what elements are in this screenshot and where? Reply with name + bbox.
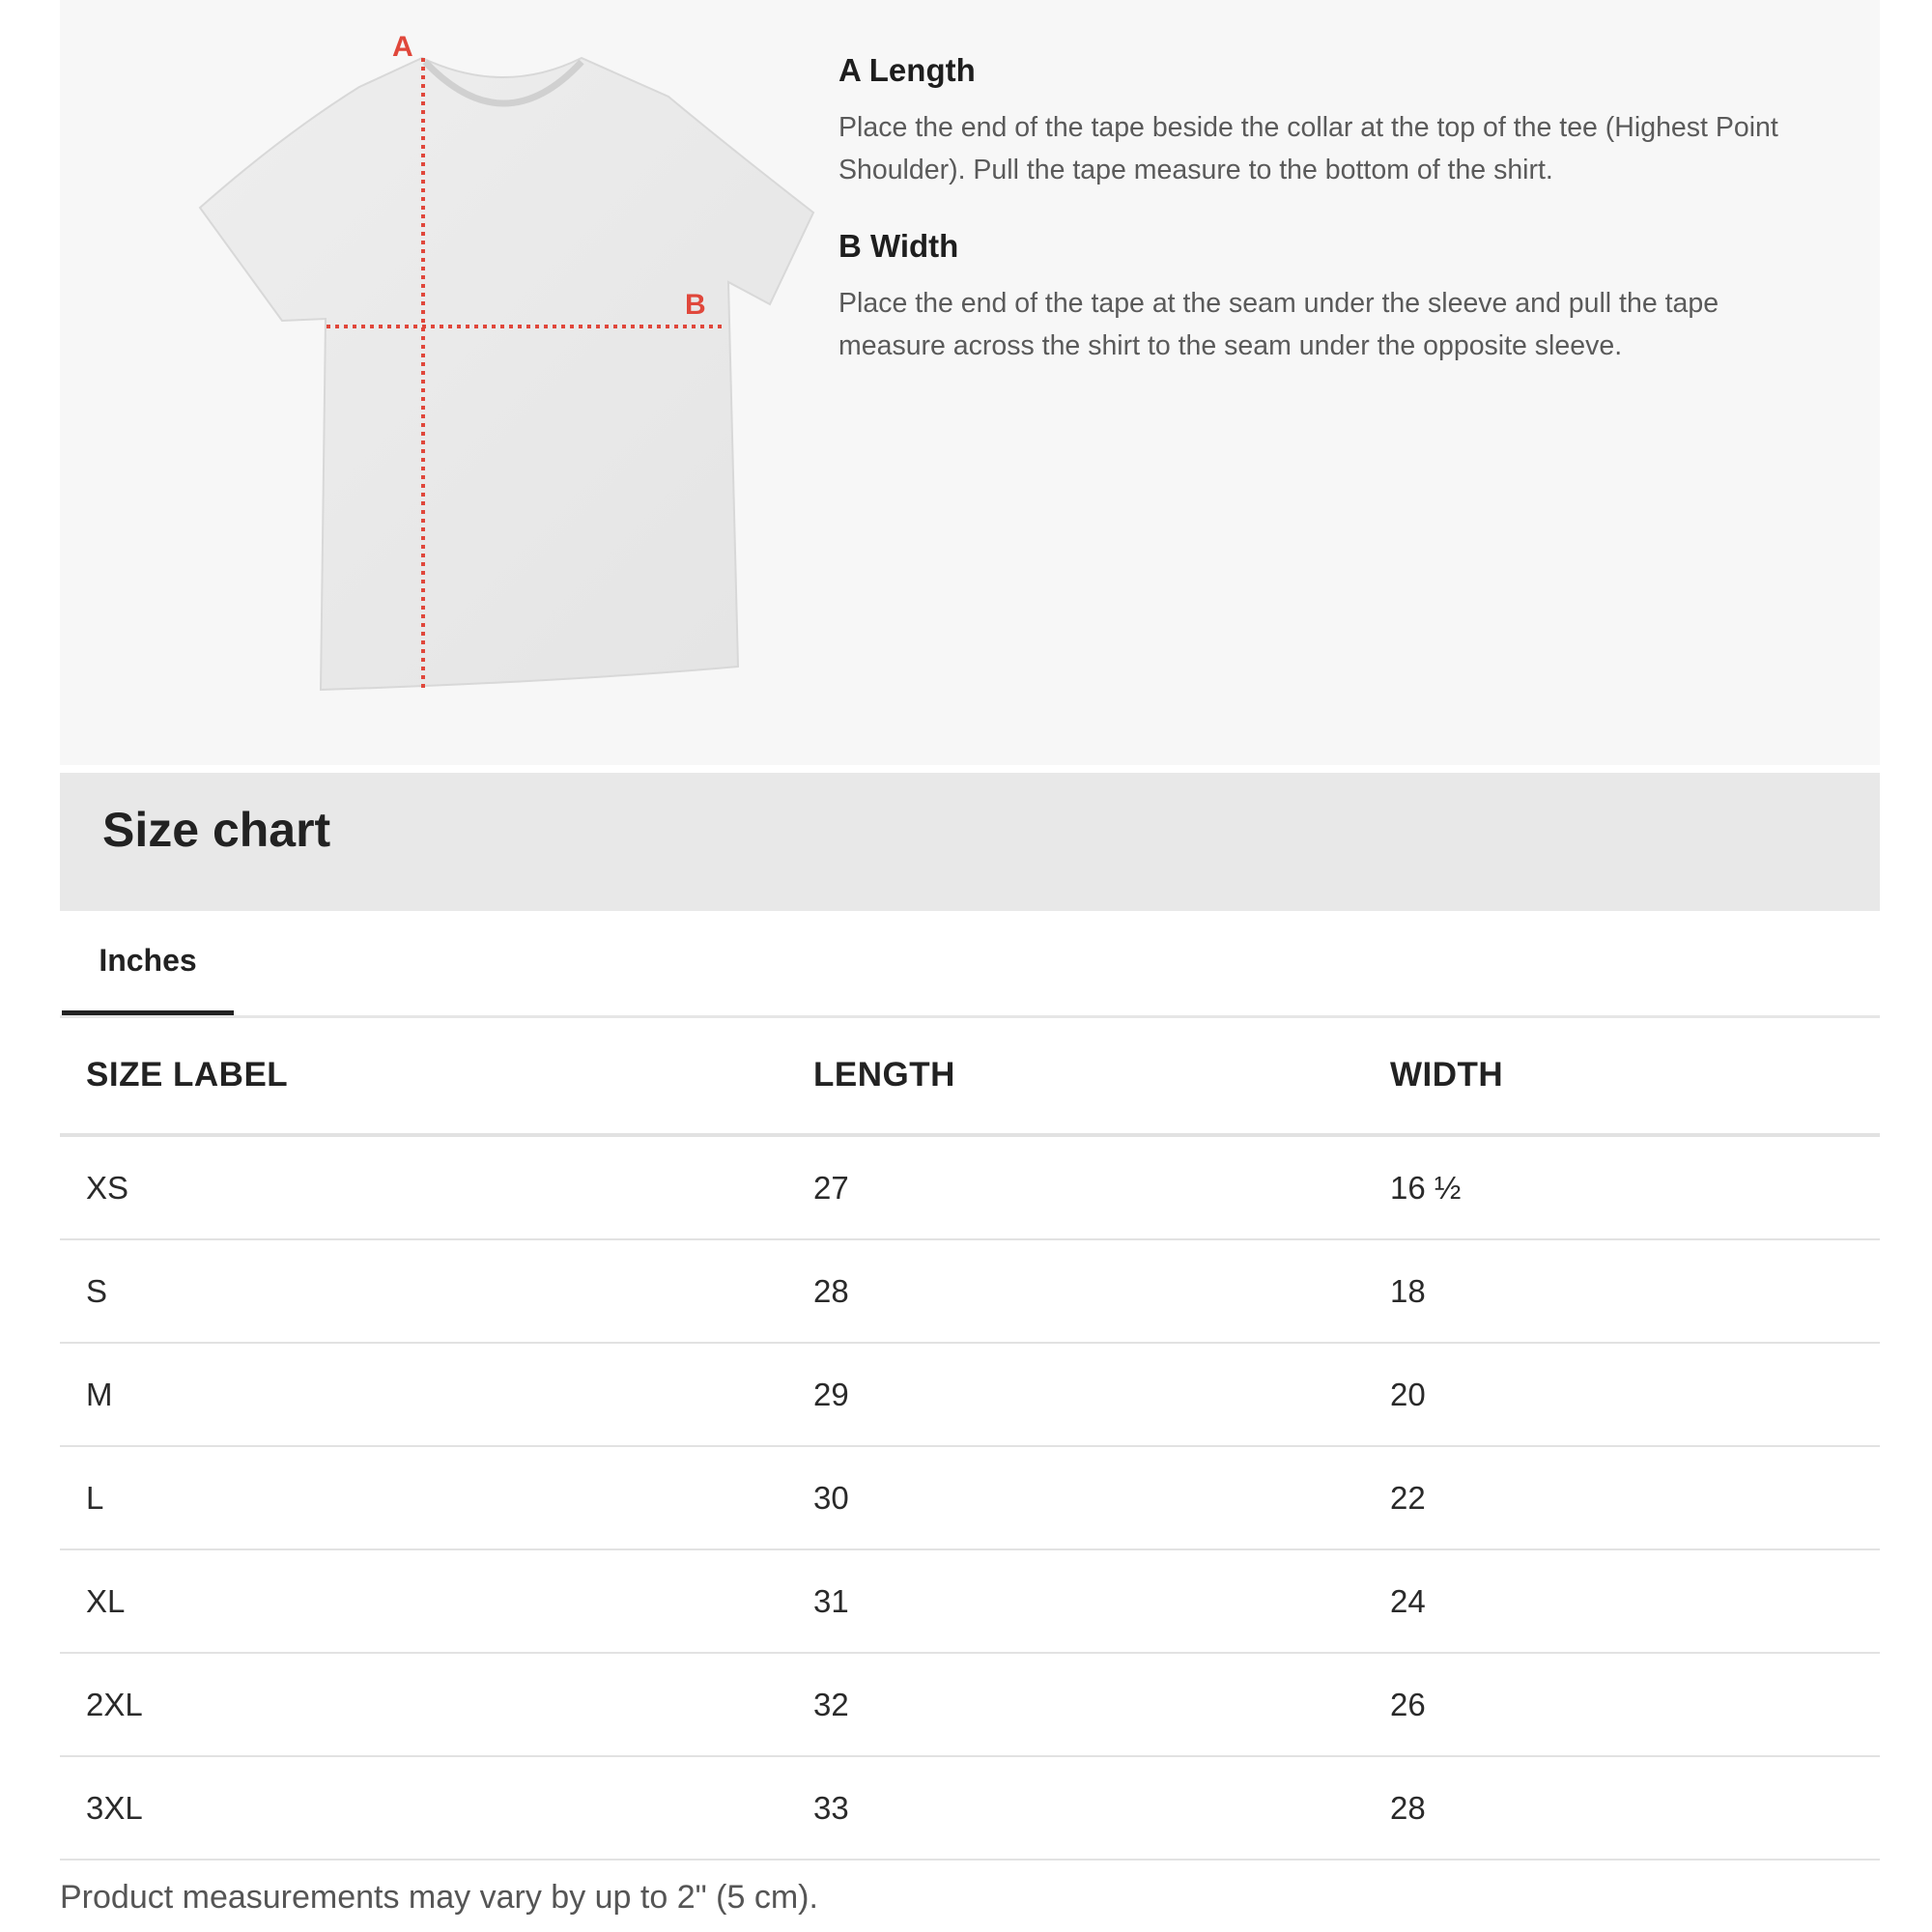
table-row bbox=[60, 1756, 1880, 1860]
column-header-length: LENGTH bbox=[813, 1017, 1390, 1135]
measurement-note: Product measurements may vary by up to 2" (5 cm). bbox=[60, 1879, 818, 1916]
size-chart-header bbox=[60, 773, 1880, 911]
table-row bbox=[60, 1446, 1880, 1549]
table-row bbox=[60, 1135, 1880, 1239]
table-row bbox=[60, 1549, 1880, 1653]
table-header-row bbox=[60, 1017, 1880, 1135]
size-table bbox=[60, 1017, 1880, 1861]
size-cell: L bbox=[60, 1446, 813, 1549]
size-cell: 3XL bbox=[60, 1756, 813, 1860]
tshirt-shape bbox=[200, 58, 813, 690]
width-cell: 20 bbox=[1390, 1343, 1880, 1446]
length-cell: 29 bbox=[813, 1343, 1390, 1446]
unit-tabs bbox=[60, 911, 1880, 1018]
size-cell: 2XL bbox=[60, 1653, 813, 1756]
length-cell: 31 bbox=[813, 1549, 1390, 1653]
size-cell: S bbox=[60, 1239, 813, 1343]
length-cell: 28 bbox=[813, 1239, 1390, 1343]
length-cell: 32 bbox=[813, 1653, 1390, 1756]
measurement-guide-panel bbox=[60, 0, 1880, 765]
table-row bbox=[60, 1239, 1880, 1343]
table-row bbox=[60, 1653, 1880, 1756]
marker-a: A bbox=[392, 31, 413, 63]
size-cell: M bbox=[60, 1343, 813, 1446]
column-header-size-label: SIZE LABEL bbox=[60, 1017, 813, 1135]
width-description: Place the end of the tape at the seam under the sleeve and pull the tape measure across the shirt to the seam under the opposite sleeve. bbox=[838, 288, 1719, 361]
length-title: A Length bbox=[838, 52, 976, 88]
size-cell: XS bbox=[60, 1135, 813, 1239]
width-cell: 28 bbox=[1390, 1756, 1880, 1860]
width-cell: 24 bbox=[1390, 1549, 1880, 1653]
column-header-width: WIDTH bbox=[1390, 1017, 1880, 1135]
marker-b: B bbox=[685, 289, 706, 321]
length-description: Place the end of the tape beside the collar at the top of the tee (Highest Point Shoulder). Pull the tape measure to the bottom of the shirt. bbox=[838, 112, 1778, 185]
length-cell: 27 bbox=[813, 1135, 1390, 1239]
table-row bbox=[60, 1343, 1880, 1446]
size-cell: XL bbox=[60, 1549, 813, 1653]
tab-inches[interactable]: Inches bbox=[62, 911, 234, 1015]
size-chart-title: Size chart bbox=[102, 803, 331, 857]
width-cell: 18 bbox=[1390, 1239, 1880, 1343]
tshirt-diagram bbox=[137, 29, 852, 724]
width-cell: 16 ½ bbox=[1390, 1135, 1880, 1239]
measurement-instructions bbox=[838, 52, 1804, 404]
length-cell: 33 bbox=[813, 1756, 1390, 1860]
length-cell: 30 bbox=[813, 1446, 1390, 1549]
width-cell: 26 bbox=[1390, 1653, 1880, 1756]
width-cell: 22 bbox=[1390, 1446, 1880, 1549]
width-title: B Width bbox=[838, 228, 959, 264]
